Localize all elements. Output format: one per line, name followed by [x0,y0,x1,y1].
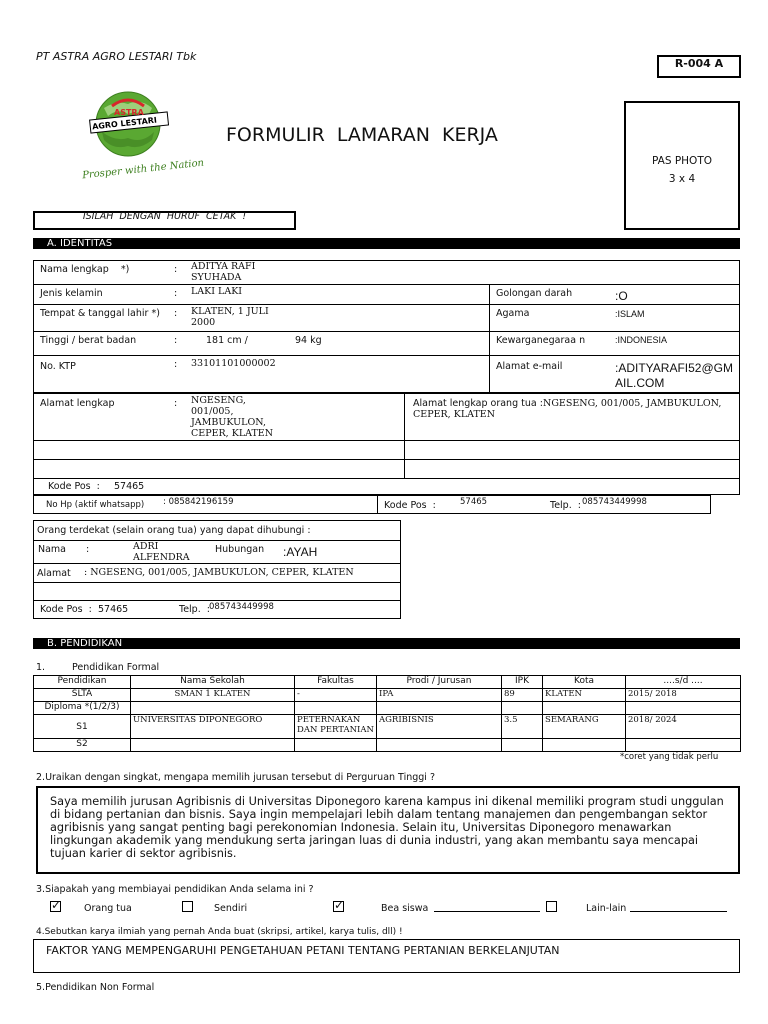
email-label: Alamat e-mail [496,361,563,372]
table-cell: AGRIBISNIS [377,715,502,739]
wn-label: Kewarganegaraa n [496,335,586,346]
alamat-value: NGESENG, 001/005, JAMBUKULON, CEPER, KLATEN [191,395,274,439]
table-cell: - [295,689,377,702]
option-label: Orang tua [84,903,132,914]
formal-no: 1. [36,662,46,673]
kerabat-telp-value: 085743449998 [209,602,274,612]
table-cell: SMAN 1 KLATEN [131,689,295,702]
table-note: *coret yang tidak perlu [620,752,719,762]
kerabat-kodepos-label: Kode Pos : [40,604,92,615]
table-cell: IPA [377,689,502,702]
option-label: Bea siswa [381,903,429,914]
form-code-box [657,55,741,78]
tinggi-value: 181 cm / [206,335,248,346]
tb-label: Tinggi / berat badan [40,335,137,346]
q2-answer-box[interactable] [36,786,740,874]
check-icon: ✓ [334,898,345,912]
table-cell: UNIVERSITAS DIPONEGORO [131,715,295,739]
option-label: Sendiri [214,903,248,914]
table-row [34,702,741,715]
ktp-value: 33101101000002 [191,358,276,369]
table-cell: Diploma *(1/2/3) [34,702,131,715]
logo-text-main: AGRO LESTARI [91,115,158,132]
section-a-header [33,238,740,249]
table-cell: PETERNAKAN DAN PERTANIAN [295,715,377,739]
colon: : [174,308,178,319]
email-value: :ADITYARAFI52@GMAIL.COM [615,361,733,390]
kerabat-alamat-label: Alamat [37,568,71,579]
kerabat-hub-label: Hubungan [215,544,265,555]
q3-question: 3.Siapakah yang membiayai pendidikan Anda selama ini ? [36,884,314,895]
bea-siswa-line[interactable] [434,911,540,912]
table-row [34,689,741,702]
table-cell [502,739,543,752]
logo-text-top: ASTRA [114,108,144,117]
berat-value: 94 kg [295,335,322,346]
table-cell [626,702,741,715]
table-cell [131,702,295,715]
table-cell [131,739,295,752]
telp-label: Telp. : [550,500,581,511]
table-cell: S1 [34,715,131,739]
telp-value: 085743449998 [582,497,647,507]
form-code: R-004 A [674,57,724,70]
kerabat-kodepos-value: 57465 [98,604,129,615]
column-header: Nama Sekolah [131,676,295,689]
hp-value: : 085842196159 [163,497,234,507]
table-cell: 2018/ 2024 [626,715,741,739]
table-cell [377,702,502,715]
table-cell: S2 [34,739,131,752]
section-b-header [33,638,740,649]
table-cell: SLTA [34,689,131,702]
table-cell [626,739,741,752]
agama-label: Agama [496,308,530,319]
table-cell: 89 [502,689,543,702]
kerabat-heading: Orang terdekat (selain orang tua) yang dapat dihubungi : [37,525,311,536]
kodepos-label: Kode Pos : [48,481,100,492]
ktp-label: No. KTP [40,361,76,372]
column-header: Fakultas [295,676,377,689]
q4-answer-box[interactable] [33,939,740,973]
checkbox-bea-siswa[interactable] [333,898,345,912]
nama-label: Nama lengkap *) [40,264,130,275]
q4-answer: FAKTOR YANG MEMPENGARUHI PENGETAHUAN PETANI TENTANG PERTANIAN BERKELANJUTAN [46,944,560,957]
ttl-label: Tempat & tanggal lahir *) [40,308,160,319]
kerabat-telp-label: Telp. : [179,604,210,615]
colon: : [86,544,90,555]
kerabat-nama-label: Nama [38,544,67,555]
company-name: PT ASTRA AGRO LESTARI Tbk [36,50,197,63]
kerabat-alamat-value: : NGESENG, 001/005, JAMBUKULON, CEPER, KLATEN [84,567,354,578]
table-row [34,739,741,752]
colon: : [174,264,178,275]
jk-value: LAKI LAKI [191,286,243,297]
education-table [33,675,741,752]
jk-label: Jenis kelamin [40,288,103,299]
checkbox-orang-tua[interactable] [50,898,62,912]
checkbox-lain-lain[interactable] [546,901,557,912]
q2-question: 2.Uraikan dengan singkat, mengapa memilih jurusan tersebut di Perguruan Tinggi ? [36,772,435,783]
table-row [34,715,741,739]
company-logo [81,88,205,188]
table-cell: KLATEN [543,689,626,702]
lain-lain-line[interactable] [630,911,727,912]
logo-tagline: Prosper with the Nation [81,157,205,182]
photo-box [624,101,740,230]
checkbox-sendiri[interactable] [182,901,193,912]
ttl-value: KLATEN, 1 JULI 2000 [191,306,269,328]
column-header: Kota [543,676,626,689]
table-cell [377,739,502,752]
colon: : [174,359,178,370]
nama-value: ADITYA RAFI SYUHADA [191,261,256,283]
kodepos2-value: 57465 [460,497,488,507]
q2-answer: Saya memilih jurusan Agribisnis di Universitas Diponegoro karena kampus ini dikenal memiliki program studi unggulan di bidang pertanian dan bisnis. Saya ingin mempelajari lebih dalam tentang manajemen dan pengembangan sektor agribisnis yang sangat penting bagi perekonomian Indonesia. Selain itu, Universitas Diponegoro menawarkan lingkungan akademik yang mendukung serta jaringan luas di dunia industri, yang akan membantu saya mencapai tujuan karier di sektor agribisnis. [50,795,724,860]
kodepos-value: 57465 [114,481,145,492]
section-a-title: A. IDENTITAS [47,238,113,249]
form-title: FORMULIR LAMARAN KERJA [226,124,498,146]
instruction-box [33,211,296,230]
section-b-title: B. PENDIDIKAN [47,638,123,649]
option-label: Lain-lain [586,903,627,914]
photo-label: PAS PHOTO [651,155,713,167]
table-cell [543,702,626,715]
alamat-ortu-label: Alamat lengkap orang tua : [413,398,543,409]
kerabat-nama-value: ADRI ALFENDRA [133,541,190,563]
q4-question: 4.Sebutkan karya ilmiah yang pernah Anda buat (skripsi, artikel, karya tulis, dll) ! [36,927,403,937]
goldar-label: Golongan darah [496,288,573,299]
table-cell: SEMARANG [543,715,626,739]
column-header: Prodi / Jurusan [377,676,502,689]
goldar-value: :O [615,289,628,303]
table-cell [543,739,626,752]
table-cell: 3.5 [502,715,543,739]
table-cell [295,739,377,752]
instruction-text: ISILAH DENGAN HURUF CETAK ! [82,211,247,222]
alamat-ortu-value: NGESENG, 001/005, JAMBUKULON, CEPER, KLATEN [413,398,722,420]
table-header-row [34,676,741,689]
q5-label: 5.Pendidikan Non Formal [36,982,155,993]
formal-label: Pendidikan Formal [72,662,160,673]
hp-label: No Hp (aktif whatsapp) [46,500,145,510]
wn-value: :INDONESIA [615,335,668,345]
alamat-label: Alamat lengkap [40,398,115,409]
check-icon: ✓ [51,898,62,912]
column-header: IPK [502,676,543,689]
column-header: ....s/d .... [626,676,741,689]
table-cell [295,702,377,715]
column-header: Pendidikan [34,676,131,689]
table-cell: 2015/ 2018 [626,689,741,702]
colon: : [174,398,178,409]
colon: : [174,288,178,299]
kodepos2-label: Kode Pos : [384,500,436,511]
agama-value: :ISLAM [615,309,645,319]
table-cell [502,702,543,715]
kerabat-hub-value: :AYAH [283,545,318,559]
photo-size: 3 x 4 [668,173,696,185]
colon: : [174,335,178,346]
